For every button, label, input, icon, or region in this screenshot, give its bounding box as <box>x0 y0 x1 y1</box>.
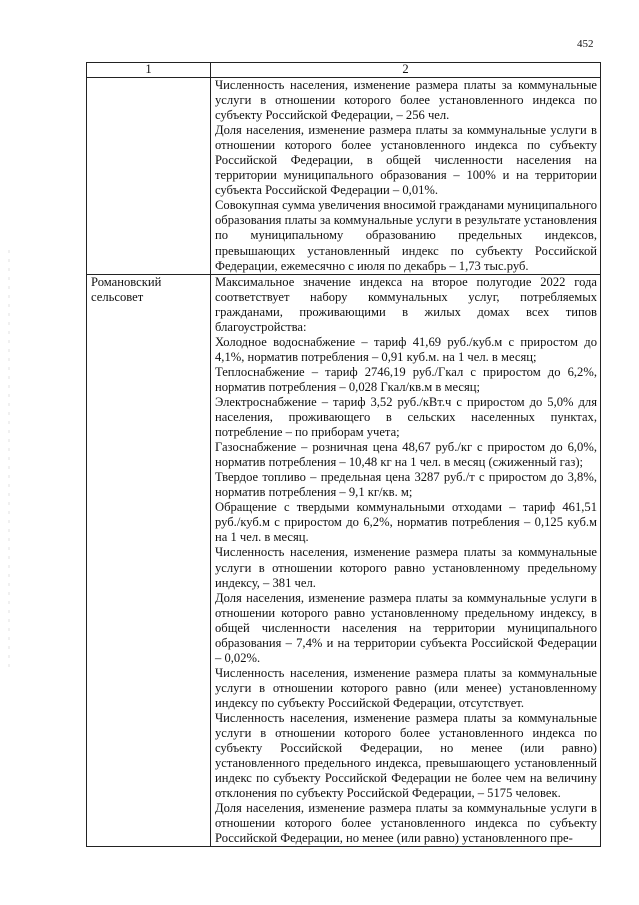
row1-municipality <box>87 78 211 275</box>
paragraph: Газоснабжение – розничная цена 48,67 руб./кг с приростом до 6,0%, норматив потребления – 10,48 кг на 1 чел. в месяц (сжиженный газ); <box>215 440 597 470</box>
document-table <box>86 62 601 847</box>
table-header-row <box>87 63 601 78</box>
row2-description <box>211 274 601 847</box>
paragraph: Холодное водоснабжение – тариф 41,69 руб./куб.м с приростом до 4,1%, норматив потребления – 0,91 куб.м. на 1 чел. в месяц; <box>215 334 597 364</box>
paragraph: Доля населения, изменение размера платы за коммунальные услуги в отношении которого более установленного индекса по субъекту Российской Федерации, но менее (или равно) установленного пре- <box>215 801 597 846</box>
paragraph: Электроснабжение – тариф 3,52 руб./кВт.ч с приростом до 5,0% для населения, проживающего в сельских населенных пунктах, потребление – по приборам учета; <box>215 394 597 440</box>
paragraph: Доля населения, изменение размера платы за коммунальные услуги в отношении которого равно установленному предельному индексу, в общей численности населения на территории муниципального образования – 7,4% и на территории субъекта Российской Федерации – 0,02%. <box>215 590 597 665</box>
paragraph: Численность населения, изменение размера платы за коммунальные услуги в отношении которого равно (или менее) установленному индексу по субъекту Российской Федерации, отсутствует. <box>215 665 597 710</box>
paragraph: Численность населения, изменение размера платы за коммунальные услуги в отношении которого более установленного индекса по субъекту Российской Федерации, – 256 чел. <box>215 78 597 123</box>
page-number: 452 <box>577 38 594 50</box>
scan-artifact <box>8 250 10 670</box>
paragraph: Твердое топливо – предельная цена 3287 руб./т с приростом до 3,8%, норматив потребления – 9,1 кг/кв. м; <box>215 470 597 500</box>
table-row <box>87 78 601 275</box>
paragraph: Численность населения, изменение размера платы за коммунальные услуги в отношении которого равно установленному предельному индексу, – 381 чел. <box>215 545 597 590</box>
paragraph: Обращение с твердыми коммунальными отходами – тариф 461,51 руб./куб.м с приростом до 6,2%, норматив потребления – 0,125 куб.м на 1 чел. в месяц. <box>215 500 597 545</box>
paragraph: Совокупная сумма увеличения вносимой гражданами муниципального образования платы за коммунальные услуги в результате установления по муниципальному образованию предельных индексов, превышающих установленный индекс по субъекту Российской Федерации, ежемесячно с июля по декабрь – 1,73 тыс.руб. <box>215 198 597 273</box>
header-col-1: 1 <box>87 63 211 78</box>
paragraph: Численность населения, изменение размера платы за коммунальные услуги в отношении которого более установленного индекса по субъекту Российской Федерации, но менее (или равно) установленного предельного индекса, превышающего установленный индекс по субъекту Российской Федерации не более чем на величину отклонения по субъекту Российской Федерации, – 5175 человек. <box>215 710 597 801</box>
paragraph: Максимальное значение индекса на второе полугодие 2022 года соответствует набору коммунальных услуг, потребляемых гражданами, проживающими в жилых домах всех типов благоустройства: <box>215 274 597 334</box>
paragraph: Доля населения, изменение размера платы за коммунальные услуги в отношении которого более установленного индекса по субъекту Российской Федерации, в общей численности населения на территории муниципального образования – 100% и на территории субъекта Российской Федерации – 0,01%. <box>215 123 597 198</box>
row2-municipality: Романовский сельсовет <box>87 274 211 847</box>
table-row <box>87 274 601 847</box>
row1-description <box>211 78 601 275</box>
header-col-2: 2 <box>211 63 601 78</box>
paragraph: Теплоснабжение – тариф 2746,19 руб./Гкал с приростом до 6,2%, норматив потребления – 0,028 Гкал/кв.м в месяц; <box>215 364 597 394</box>
